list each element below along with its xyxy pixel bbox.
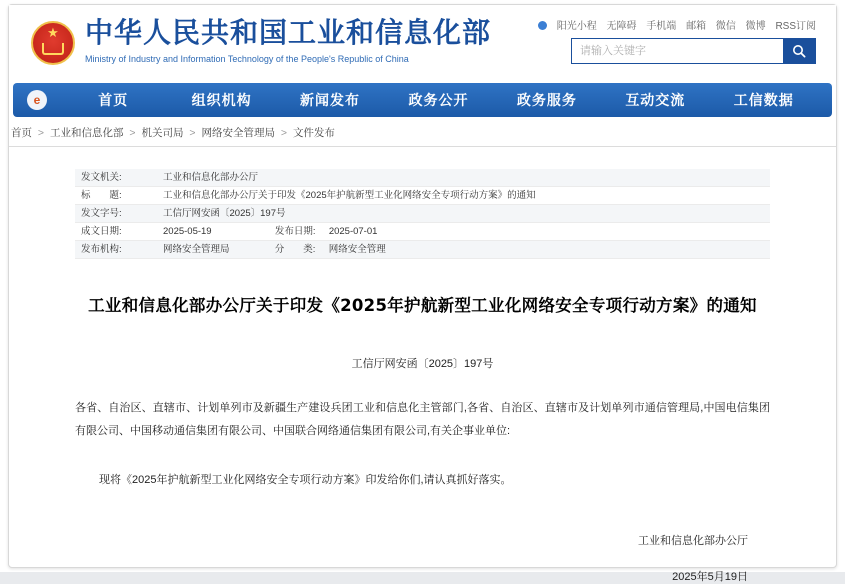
- breadcrumb: [9, 117, 836, 146]
- document-content: [9, 169, 836, 584]
- breadcrumb-separator: >: [129, 127, 136, 139]
- meta-value-publisher: 网络安全管理局: [163, 244, 230, 255]
- main-nav: [13, 83, 832, 117]
- site-header: [9, 5, 836, 83]
- meta-value-publishdate: 2025-07-01: [328, 226, 378, 237]
- search-icon: [792, 44, 806, 58]
- breadcrumb-item-home[interactable]: 首页: [11, 127, 32, 139]
- document-signature: 工业和信息化部办公厅: [638, 535, 748, 547]
- site-title-block: [85, 16, 491, 66]
- top-link-accessibility[interactable]: 无障碍: [606, 21, 637, 32]
- breadcrumb-item-departments[interactable]: 机关司局: [141, 127, 184, 139]
- top-link-sunshine[interactable]: 阳光小程: [556, 21, 597, 32]
- document-paragraph-body: 现将《2025年护航新型工业化网络安全专项行动方案》印发给你们,请认真抓好落实。: [99, 474, 512, 486]
- nav-item-home[interactable]: 首页: [98, 93, 129, 109]
- meta-value-title: 工业和信息化部办公厅关于印发《2025年护航新型工业化网络安全专项行动方案》的通知: [157, 187, 770, 205]
- breadcrumb-item-miit[interactable]: 工业和信息化部: [49, 127, 124, 139]
- document-meta-table: [75, 169, 770, 259]
- top-link-mail[interactable]: 邮箱: [686, 21, 707, 32]
- top-link-rss[interactable]: RSS订阅: [775, 21, 816, 32]
- breadcrumb-separator: >: [280, 127, 288, 139]
- top-link-wechat[interactable]: 微信: [715, 21, 736, 32]
- nav-item-affairs-open[interactable]: 政务公开: [408, 93, 469, 109]
- top-links: [538, 17, 816, 32]
- search-bar[interactable]: [571, 38, 816, 64]
- table-row: [75, 187, 770, 205]
- header-divider: [9, 146, 836, 147]
- meta-label-title: 标 题:: [75, 187, 157, 205]
- document-paragraph-recipients: 各省、自治区、直辖市、计划单列市及新疆生产建设兵团工业和信息化主管部门,各省、自治区、直辖市及计划单列市通信管理局,中国电信集团有限公司、中国移动通信集团有限公司、中国联合网络通信集团有限公司,有关企事业单位:: [75, 402, 770, 437]
- nav-item-data[interactable]: 工信数据: [733, 93, 794, 109]
- meta-value-writedate: 2025-05-19: [163, 226, 212, 237]
- breadcrumb-item-document-release[interactable]: 文件发布: [292, 127, 335, 139]
- breadcrumb-item-cyber-security-bureau[interactable]: 网络安全管理局: [201, 127, 275, 139]
- meta-label-publishdate: 发布日期:: [274, 226, 316, 237]
- meta-value-docnumber: 工信厅网安函〔2025〕197号: [157, 205, 770, 223]
- meta-label-docnumber: 发文字号:: [75, 205, 157, 223]
- table-row: [75, 223, 770, 241]
- meta-label-issuer: 发文机关:: [75, 169, 157, 187]
- breadcrumb-separator: >: [37, 127, 45, 139]
- table-row: [75, 169, 770, 187]
- meta-label-publisher: 发布机构:: [75, 241, 157, 259]
- table-row: [75, 241, 770, 259]
- meta-label-category: 分 类:: [274, 244, 316, 255]
- table-row: [75, 205, 770, 223]
- top-link-weibo[interactable]: 微博: [745, 21, 766, 32]
- nav-item-organization[interactable]: 组织机构: [191, 93, 252, 109]
- document-number: 工信厅网安函〔2025〕197号: [351, 358, 494, 370]
- breadcrumb-separator: >: [189, 127, 196, 139]
- meta-label-writedate: 成文日期:: [75, 223, 157, 241]
- site-title-cn: 中华人民共和国工业和信息化部: [85, 16, 492, 49]
- nav-logo-icon[interactable]: e: [27, 90, 47, 110]
- nav-item-news[interactable]: 新闻发布: [300, 93, 361, 109]
- nav-item-interaction[interactable]: 互动交流: [625, 93, 686, 109]
- meta-value-issuer: 工业和信息化部办公厅: [157, 169, 770, 187]
- sun-icon: [538, 21, 547, 30]
- top-link-mobile[interactable]: 手机端: [646, 21, 677, 32]
- nav-item-services[interactable]: 政务服务: [516, 93, 577, 109]
- meta-value-category: 网络安全管理: [328, 244, 386, 255]
- page-title: 工业和信息化部办公厅关于印发《2025年护航新型工业化网络安全专项行动方案》的通知: [88, 296, 757, 315]
- document-signature-date: 2025年5月19日: [672, 571, 748, 583]
- browser-content-frame: [8, 4, 837, 583]
- site-title-en: Ministry of Industry and Information Technology of the People's Republic of China: [85, 54, 409, 64]
- national-emblem-icon: [31, 21, 75, 65]
- search-input[interactable]: [572, 39, 783, 63]
- search-button[interactable]: [783, 39, 815, 63]
